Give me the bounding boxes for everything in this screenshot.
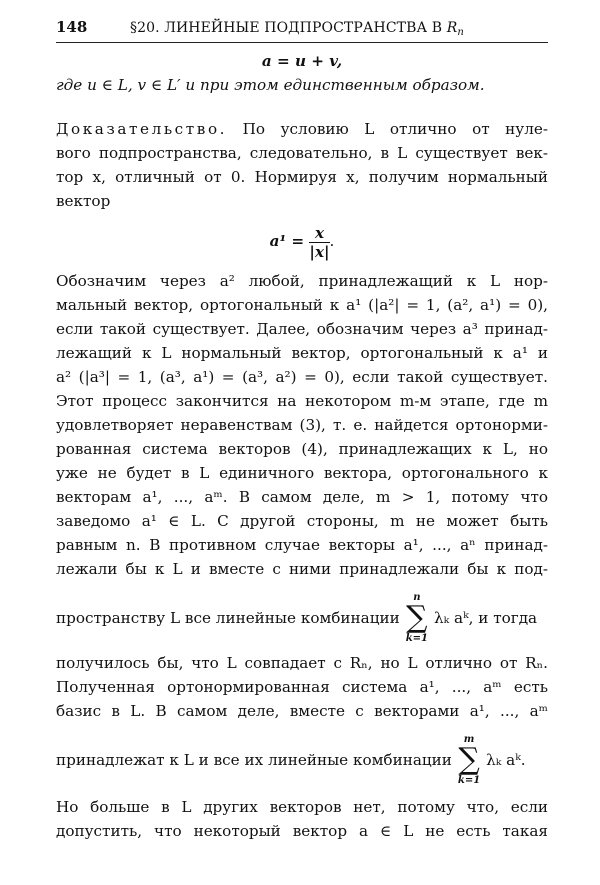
text-line: вого подпространства, следовательно, в L существует век-: [56, 144, 548, 162]
sum-symbol-n: [406, 592, 428, 644]
text-line: если такой существует. Далее, обозначим через a³ принад-: [56, 320, 548, 338]
sum-line-n: [56, 589, 548, 647]
sum-symbol-m: [458, 734, 480, 786]
section-title-math: R: [446, 20, 458, 36]
text-line: Но больше в L других векторов нет, потому что, если: [56, 798, 548, 816]
theorem-tail: где u ∈ L, v ∈ L′ и при этом единственным образом.: [56, 76, 485, 94]
sum-text-before: пространству L все линейные комбинации: [56, 609, 400, 627]
sum-line-m: [56, 731, 548, 789]
text-line: равным n. В противном случае векторы a¹, ..., aⁿ принад-: [56, 536, 548, 554]
fraction: [309, 224, 329, 261]
text-line: вектор: [56, 192, 111, 210]
sum-text-after: λₖ aᵏ, и тогда: [434, 609, 538, 627]
text-line: Полученная ортонормированная система a¹, ..., aᵐ есть: [56, 678, 548, 696]
fraction-denominator: |x|: [309, 242, 330, 261]
fraction-numerator: x: [309, 224, 329, 243]
proof-line: [56, 117, 548, 141]
sigma-icon: ∑: [458, 742, 480, 777]
text-line: векторам a¹, ..., aᵐ. В самом деле, m > 1, потому что: [56, 488, 548, 506]
proof-line-text: По условию L отлично от нуле-: [227, 120, 548, 138]
formula-normalization: [56, 213, 548, 269]
text-line: базис в L. В самом деле, вместе с векторами a¹, ..., aᵐ: [56, 702, 548, 720]
text-line: мальный вектор, ортогональный к a¹ (|a²| = 1, (a², a¹) = 0),: [56, 296, 548, 314]
sum-upper-limit: n: [413, 592, 421, 603]
text-line: допустить, что некоторый вектор a ∈ L не есть такая: [56, 822, 548, 840]
text-line: лежащий к L нормальный вектор, ортогональный к a¹ и: [56, 344, 548, 362]
text-line: уже не будет в L единичного вектора, ортогонального к: [56, 464, 548, 482]
proof-heading: Доказательство.: [56, 120, 228, 138]
text-line: удовлетворяет неравенствам (3), т. е. найдется ортонорми-: [56, 416, 548, 434]
book-page: [56, 18, 548, 843]
sum-upper-limit: m: [463, 734, 475, 745]
text-line: рованная система векторов (4), принадлежащих к L, но: [56, 440, 548, 458]
sum-lower-limit: k=1: [405, 633, 429, 644]
page-number: 148: [56, 18, 88, 36]
text-line: получилось бы, что L совпадает с Rₙ, но L отлично от Rₙ.: [56, 654, 548, 672]
formula-decomposition: a = u + v,: [261, 52, 343, 70]
text-line: Этот процесс закончится на некотором m-м этапе, где m: [56, 392, 548, 410]
text-line: Обозначим через a² любой, принадлежащий к L нор-: [56, 272, 548, 290]
sum-lower-limit: k=1: [457, 775, 481, 786]
sigma-icon: ∑: [406, 600, 428, 635]
sum-text-after: λₖ aᵏ.: [486, 751, 526, 769]
text-line: заведомо a¹ ∈ L. С другой стороны, m не может быть: [56, 512, 548, 530]
formula-period: .: [329, 232, 335, 250]
sum-text-before: принадлежат к L и все их линейные комбинации: [56, 751, 452, 769]
text-line: лежали бы к L и вместе с ними принадлежали бы к под-: [56, 560, 548, 578]
section-title-sub: n: [457, 27, 464, 38]
text-line: a² (|a³| = 1, (a³, a¹) = (a³, a²) = 0), если такой существует.: [56, 368, 548, 386]
running-header: [56, 18, 548, 43]
section-title-text: §20. ЛИНЕЙНЫЕ ПОДПРОСТРАНСТВА В: [130, 20, 447, 36]
section-title: [130, 20, 464, 38]
text-line: тор x, отличный от 0. Нормируя x, получим нормальный: [56, 168, 548, 186]
formula-lhs: a¹ =: [269, 232, 310, 250]
